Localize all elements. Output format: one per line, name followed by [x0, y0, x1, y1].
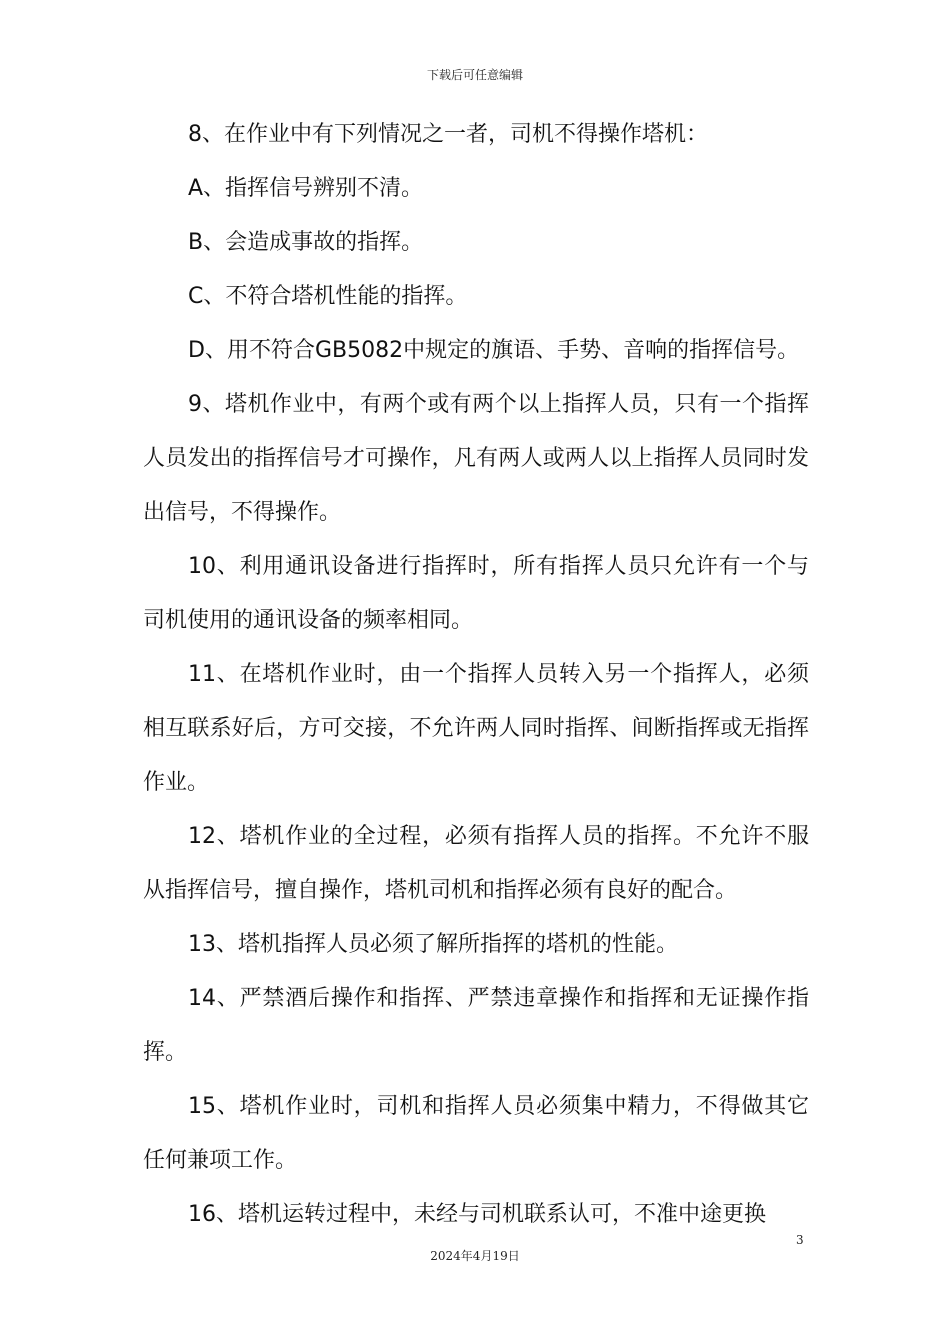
- page-header: 下载后可任意编辑: [426, 68, 523, 82]
- footer-date: 2024年4月19日: [430, 1249, 520, 1263]
- paragraph-item-16: 16、塔机运转过程中，未经与司机联系认可，不准中途更换: [188, 1202, 766, 1227]
- paragraph-item-15: 15、塔机作业时，司机和指挥人员必须集中精力，不得做其它任何兼项工作。: [143, 1094, 809, 1173]
- paragraph-item-11: 11、在塔机作业时，由一个指挥人员转入另一个指挥人，必须相互联系好后，方可交接，不允许两人同时指挥、间断指挥或无指挥作业。: [143, 662, 809, 795]
- page-number: 3: [796, 1233, 804, 1247]
- paragraph-item-8: 8、在作业中有下列情况之一者，司机不得操作塔机：: [188, 122, 708, 147]
- document-body: [143, 108, 809, 1242]
- paragraph-item-13: 13、塔机指挥人员必须了解所指挥的塔机的性能。: [188, 932, 678, 957]
- paragraph-item-8d: D、用不符合GB5082中规定的旗语、手势、音响的指挥信号。: [188, 338, 800, 363]
- paragraph-item-12: 12、塔机作业的全过程，必须有指挥人员的指挥。不允许不服从指挥信号，擅自操作，塔机司机和指挥必须有良好的配合。: [143, 824, 809, 903]
- paragraph-item-9: 9、塔机作业中，有两个或有两个以上指挥人员，只有一个指挥人员发出的指挥信号才可操作，凡有两人或两人以上指挥人员同时发出信号，不得操作。: [143, 392, 809, 525]
- paragraph-item-8b: B、会造成事故的指挥。: [188, 230, 424, 255]
- paragraph-item-10: 10、利用通讯设备进行指挥时，所有指挥人员只允许有一个与司机使用的通讯设备的频率相同。: [143, 554, 809, 633]
- paragraph-item-8a: A、指挥信号辨别不清。: [188, 176, 424, 201]
- paragraph-item-8c: C、不符合塔机性能的指挥。: [188, 284, 468, 309]
- paragraph-item-14: 14、严禁酒后操作和指挥、严禁违章操作和指挥和无证操作指挥。: [143, 986, 809, 1065]
